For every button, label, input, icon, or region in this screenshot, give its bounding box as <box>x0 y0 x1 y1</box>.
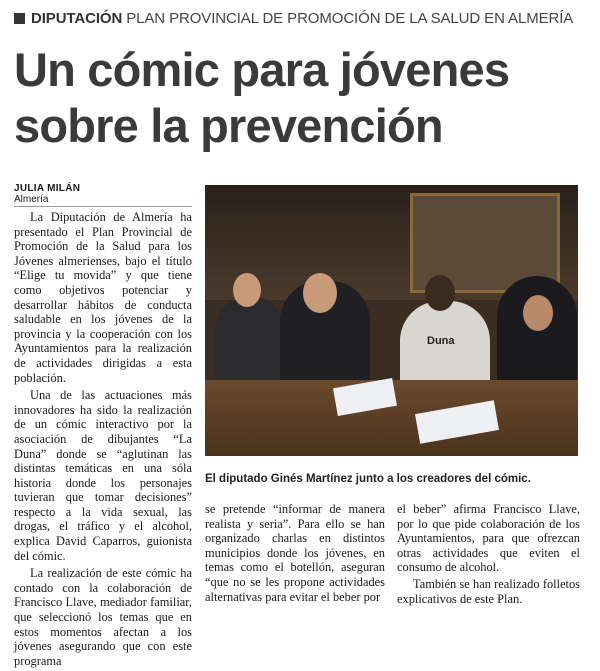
article-column-2 <box>205 502 385 604</box>
byline-author: JULIA MILÁN <box>14 183 81 194</box>
byline-place: Almería <box>14 194 49 205</box>
headline <box>14 42 586 154</box>
headline-line-2: sobre la prevención <box>14 99 443 152</box>
article-paragraph: La realización de este cómic ha contado con la colaboración de Francisco Llave, mediador familiar, que seleccionó los temas que en estos momentos afectan a los jóvenes asegurando que con este programa <box>14 566 192 668</box>
byline <box>14 183 192 207</box>
article-paragraph: La Diputación de Almería ha presentado el Plan Provincial de Promoción de la Salud para los Jóvenes almerienses, bajo el título “Elige tu movida” y que tiene como objetivos potenciar y desarrollar hábitos de conducta saludable en los jóvenes de la provincia y la cooperación con los Ayuntamientos para la realización de actividades dirigidas a esta población. <box>14 210 192 385</box>
kicker-section: DIPUTACIÓN <box>31 10 123 27</box>
news-photo <box>205 185 578 456</box>
article-paragraph: el beber” afirma Francisco Llave, por lo que pide colaboración de los Ayuntamientos, para que ofrezcan otras actividades que eviten el consumo de alcohol. <box>397 502 580 575</box>
person-3-head <box>425 275 455 311</box>
article-paragraph: También se han realizado folletos explicativos de este Plan. <box>397 576 580 606</box>
article-column-1 <box>14 210 192 671</box>
person-2-head <box>303 273 337 313</box>
person-1-head <box>233 273 261 307</box>
photo-caption: El diputado Ginés Martínez junto a los creadores del cómic. <box>205 473 531 485</box>
article-paragraph: Una de las actuaciones más innovadores ha sido la realización de un cómic interactivo por la asociación de dibujantes “La Duna” donde se “aglutinan las distintas temáticas en una sóla historia donde los personajes tuvieran que tomar decisiones” respecto a la vida sexual, las drogas, el tráfico y el alcohol, explica David Caparros, guionista del cómic. <box>14 388 192 563</box>
article-column-3 <box>397 502 580 606</box>
shirt-text: Duna <box>427 335 455 347</box>
kicker-topic: PLAN PROVINCIAL DE PROMOCIÓN DE LA SALUD EN ALMERÍA <box>126 10 574 27</box>
kicker-square-icon <box>14 13 25 24</box>
person-4-head <box>523 295 553 331</box>
headline-line-1: Un cómic para jóvenes <box>14 43 510 96</box>
article-paragraph: se pretende “informar de manera realista y seria”. Para ello se han organizado charlas en distintos municipios donde los jóvenes, en temas como el botellón, aseguran “que no se les propone actividades alternativas para evitar el beber por <box>205 502 385 604</box>
section-kicker <box>14 10 586 27</box>
